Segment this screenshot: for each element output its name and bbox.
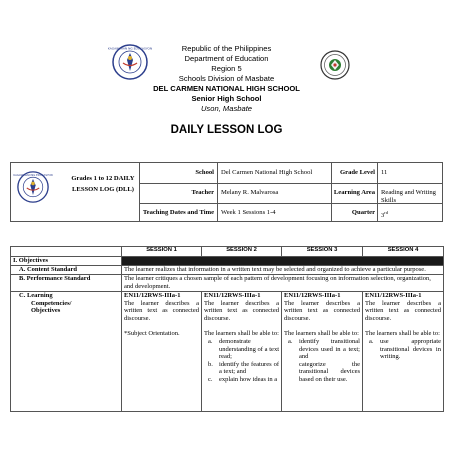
session-3-header: SESSION 3 <box>282 247 363 257</box>
session-2-item-a: a. demonstrate understanding of a text read; <box>208 337 279 361</box>
session-4-intro: The learners shall be able to: <box>365 330 440 338</box>
session-3-intro: The learners shall be able to: <box>284 330 359 338</box>
session-4-header: SESSION 4 <box>363 247 444 257</box>
teacher-value: Melany R. Malvarosa <box>221 189 279 196</box>
school-name: DEL CARMEN NATIONAL HIGH SCHOOL <box>153 84 300 93</box>
session-3-text: The learner describes a written text as connected discourse. <box>284 299 360 322</box>
session-3-code: EN11/12RWS-IIIa-1 <box>284 292 341 299</box>
session-1-text: The learner describes a written text as connected discourse. <box>124 299 199 322</box>
performance-standard-label: B. Performance Standard <box>11 275 122 292</box>
page-title: DAILY LESSON LOG <box>170 124 283 136</box>
competencies-label <box>11 292 122 412</box>
header-line-department: Department of Education <box>184 54 269 63</box>
dates-value: Week 1 Sessions 1-4 <box>221 209 276 216</box>
competencies-label-line-2: Competencies/ <box>31 299 72 307</box>
session-2-header: SESSION 2 <box>202 247 282 257</box>
session-2-item-c: c. explain how ideas in a <box>208 375 278 383</box>
deped-seal-small-icon <box>13 171 53 203</box>
content-standard-text: The learner realizes that information in a written text may be selected and organized to achieve a particular purpose. <box>122 266 444 275</box>
session-2-intro: The learners shall be able to: <box>204 330 279 338</box>
grade-level-value: 11 <box>381 169 388 176</box>
quarter-label: Quarter <box>351 209 375 216</box>
learning-area-label: Learning Area <box>333 189 375 196</box>
session-3-item-a: a. identify transitional devices used in a text; and <box>288 337 360 361</box>
session-4-text: The learner describes a written text as connected discourse. <box>365 299 441 322</box>
objectives-label: I. Objectives <box>11 257 122 266</box>
session-1-note: *Subject Orientation. <box>124 330 180 338</box>
session-2-text: The learner describes a written text as connected discourse. <box>204 299 279 322</box>
session-1-code: EN11/12RWS-IIIa-1 <box>124 292 181 299</box>
session-3-item-b: categorize the transitional devices based on their use. <box>299 360 360 383</box>
session-2-cell <box>202 292 282 412</box>
corner-cell <box>11 247 122 257</box>
objectives-band <box>122 257 444 266</box>
school-location: Uson, Masbate <box>200 104 253 113</box>
grade-level-label: Grade Level <box>340 169 375 176</box>
competencies-label-line-3: Objectives <box>31 307 61 315</box>
quarter-value: 3rd <box>381 210 389 220</box>
seal-left-lettering: KAGAWARAN NG EDUKASYON <box>107 46 153 51</box>
teacher-label: Teacher <box>191 189 214 196</box>
lesson-table <box>10 246 444 412</box>
session-3-cell <box>282 292 363 412</box>
school-value: Del Carmen National High School <box>221 169 313 176</box>
session-4-code: EN11/12RWS-IIIa-1 <box>365 292 422 299</box>
header-line-republic: Republic of the Philippines <box>181 44 272 53</box>
content-standard-label: A. Content Standard <box>11 266 122 275</box>
competencies-label-line-1: C. Learning <box>19 292 53 299</box>
learning-area-value: Reading and Writing Skills <box>381 189 436 204</box>
session-2-item-b: b. identify the features of a text; and <box>208 360 279 376</box>
dates-label: Teaching Dates and Time <box>142 209 214 216</box>
seal-small-lettering: KAGAWARAN NG EDUKASYON <box>13 173 53 177</box>
session-4-cell <box>363 292 444 412</box>
header-line-division: Schools Division of Masbate <box>178 74 275 83</box>
session-1-cell <box>122 292 202 412</box>
school-label: School <box>195 169 214 176</box>
session-4-item-a: a. use appropriate transitional devices in writing. <box>369 337 441 361</box>
header-line-region: Region 5 <box>211 64 242 73</box>
dll-label: Grades 1 to 12 DAILY LESSON LOG (DLL) <box>71 175 135 193</box>
info-table <box>10 162 443 222</box>
session-1-header: SESSION 1 <box>122 247 202 257</box>
performance-standard-text: The learner critiques a chosen sample of each pattern of development focusing on information selection, organization, and development. <box>122 275 444 292</box>
department-name: Senior High School <box>191 94 262 103</box>
session-2-code: EN11/12RWS-IIIa-1 <box>204 292 261 299</box>
